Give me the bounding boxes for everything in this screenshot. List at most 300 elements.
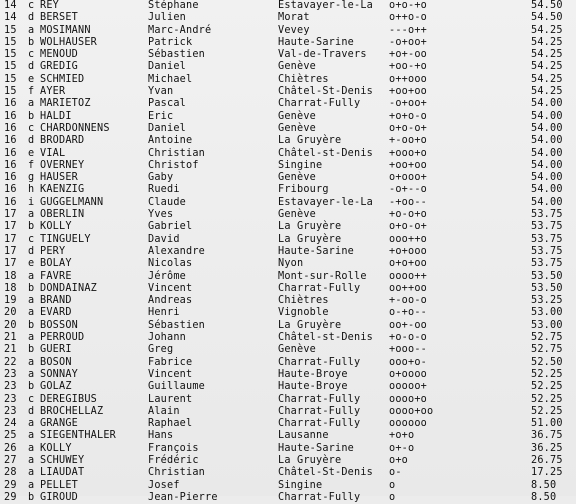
table-row xyxy=(0,492,576,504)
subrank-cell: a xyxy=(28,479,35,491)
score-cell: 54.00 xyxy=(531,135,563,147)
table-row xyxy=(0,209,576,221)
score-cell: 53.00 xyxy=(531,319,563,331)
club-cell: La Gruyère xyxy=(278,233,342,245)
table-row xyxy=(0,271,576,283)
surname-cell: BROCHELLAZ xyxy=(40,405,104,417)
firstname-cell: Johann xyxy=(148,332,187,344)
score-cell: 36.75 xyxy=(531,430,563,442)
score-cell: 54.00 xyxy=(531,196,563,208)
rank-cell: 23 xyxy=(4,393,17,405)
subrank-cell: b xyxy=(28,221,35,233)
club-cell: Charrat-Fully xyxy=(278,418,361,430)
firstname-cell: Christian xyxy=(148,147,206,159)
subrank-cell: d xyxy=(28,61,35,73)
surname-cell: BOSSON xyxy=(40,319,79,331)
score-cell: 54.00 xyxy=(531,110,563,122)
subrank-cell: b xyxy=(28,491,35,503)
score-cell: 53.75 xyxy=(531,258,563,270)
rank-cell: 27 xyxy=(4,454,17,466)
firstname-cell: Alain xyxy=(148,405,180,417)
score-cell: 53.75 xyxy=(531,233,563,245)
rank-cell: 20 xyxy=(4,307,17,319)
subrank-cell: f xyxy=(28,86,35,98)
table-row xyxy=(0,418,576,430)
rank-cell: 17 xyxy=(4,233,17,245)
marks-cell: ooooo+ xyxy=(389,381,428,393)
surname-cell: GREDIG xyxy=(40,61,79,73)
surname-cell: MARIETOZ xyxy=(40,98,91,110)
subrank-cell: b xyxy=(28,110,35,122)
table-row xyxy=(0,467,576,479)
subrank-cell: a xyxy=(28,307,35,319)
club-cell: Charrat-Fully xyxy=(278,98,361,110)
firstname-cell: Yves xyxy=(148,209,174,221)
surname-cell: EVARD xyxy=(40,307,72,319)
firstname-cell: Hans xyxy=(148,430,174,442)
subrank-cell: d xyxy=(28,12,35,24)
score-cell: 54.25 xyxy=(531,24,563,36)
score-cell: 54.50 xyxy=(531,0,563,11)
rank-cell: 16 xyxy=(4,196,17,208)
firstname-cell: Ruedi xyxy=(148,184,180,196)
rank-cell: 26 xyxy=(4,442,17,454)
surname-cell: BRODARD xyxy=(40,135,85,147)
firstname-cell: Sébastien xyxy=(148,319,206,331)
rank-cell: 23 xyxy=(4,381,17,393)
subrank-cell: g xyxy=(28,172,35,184)
subrank-cell: b xyxy=(28,344,35,356)
marks-cell: oooo+oo xyxy=(389,405,434,417)
subrank-cell: c xyxy=(28,233,35,245)
score-cell: 54.00 xyxy=(531,184,563,196)
table-row xyxy=(0,148,576,160)
marks-cell: +o+o xyxy=(389,430,415,442)
rank-cell: 17 xyxy=(4,258,17,270)
subrank-cell: a xyxy=(28,332,35,344)
surname-cell: BRAND xyxy=(40,295,72,307)
score-cell: 51.00 xyxy=(531,418,563,430)
surname-cell: PERROUD xyxy=(40,332,85,344)
table-row xyxy=(0,394,576,406)
table-row xyxy=(0,135,576,147)
subrank-cell: a xyxy=(28,418,35,430)
marks-cell: -o+oo+ xyxy=(389,36,428,48)
marks-cell: oo++oo xyxy=(389,282,428,294)
rank-cell: 20 xyxy=(4,319,17,331)
subrank-cell: a xyxy=(28,356,35,368)
score-cell: 52.50 xyxy=(531,356,563,368)
table-row xyxy=(0,221,576,233)
firstname-cell: Laurent xyxy=(148,393,193,405)
surname-cell: KOLLY xyxy=(40,442,72,454)
subrank-cell: b xyxy=(28,36,35,48)
club-cell: Haute-Sarine xyxy=(278,442,355,454)
table-row xyxy=(0,86,576,98)
subrank-cell: a xyxy=(28,98,35,110)
score-cell: 52.25 xyxy=(531,381,563,393)
marks-cell: +oo+oo xyxy=(389,159,428,171)
subrank-cell: e xyxy=(28,258,35,270)
marks-cell: o+oooo xyxy=(389,368,428,380)
marks-cell: oo+-oo xyxy=(389,319,428,331)
marks-cell: +oo+oo xyxy=(389,86,428,98)
surname-cell: GRANGE xyxy=(40,418,79,430)
marks-cell: o++ooo xyxy=(389,73,428,85)
marks-cell: o-+o-- xyxy=(389,307,428,319)
surname-cell: GUGGELMANN xyxy=(40,196,104,208)
table-row xyxy=(0,74,576,86)
table-row xyxy=(0,49,576,61)
firstname-cell: Daniel xyxy=(148,61,187,73)
rank-cell: 14 xyxy=(4,12,17,24)
rank-cell: 15 xyxy=(4,24,17,36)
firstname-cell: Alexandre xyxy=(148,245,206,257)
score-cell: 52.75 xyxy=(531,332,563,344)
surname-cell: DEREGIBUS xyxy=(40,393,98,405)
firstname-cell: Greg xyxy=(148,344,174,356)
table-row xyxy=(0,357,576,369)
club-cell: Charrat-Fully xyxy=(278,393,361,405)
rank-cell: 29 xyxy=(4,491,17,503)
firstname-cell: Gabriel xyxy=(148,221,193,233)
surname-cell: BOLAY xyxy=(40,258,72,270)
table-row xyxy=(0,98,576,110)
club-cell: Haute-Sarine xyxy=(278,245,355,257)
club-cell: Châtel-St-Denis xyxy=(278,86,374,98)
score-cell: 53.75 xyxy=(531,245,563,257)
marks-cell: o+o-+o xyxy=(389,0,428,11)
firstname-cell: Andreas xyxy=(148,295,193,307)
table-row xyxy=(0,246,576,258)
score-cell: 8.50 xyxy=(531,491,557,503)
rank-cell: 21 xyxy=(4,344,17,356)
subrank-cell: c xyxy=(28,49,35,61)
marks-cell: o xyxy=(389,479,396,491)
club-cell: Val-de-Travers xyxy=(278,49,367,61)
marks-cell: +ooo+o xyxy=(389,147,428,159)
club-cell: Mont-sur-Rolle xyxy=(278,270,367,282)
surname-cell: OVERNEY xyxy=(40,159,85,171)
surname-cell: GIROUD xyxy=(40,491,79,503)
marks-cell: +o+-oo xyxy=(389,49,428,61)
surname-cell: PERY xyxy=(40,245,66,257)
score-cell: 54.00 xyxy=(531,147,563,159)
club-cell: Genève xyxy=(278,344,317,356)
firstname-cell: Jean-Pierre xyxy=(148,491,218,503)
club-cell: Charrat-Fully xyxy=(278,405,361,417)
club-cell: Charrat-Fully xyxy=(278,491,361,503)
club-cell: Estavayer-le-La xyxy=(278,0,374,11)
club-cell: Singine xyxy=(278,159,323,171)
table-row xyxy=(0,184,576,196)
rank-cell: 15 xyxy=(4,86,17,98)
firstname-cell: Yvan xyxy=(148,86,174,98)
score-cell: 53.75 xyxy=(531,221,563,233)
table-row xyxy=(0,123,576,135)
score-cell: 53.25 xyxy=(531,295,563,307)
score-cell: 54.25 xyxy=(531,86,563,98)
firstname-cell: Vincent xyxy=(148,282,193,294)
table-row xyxy=(0,258,576,270)
marks-cell: o+o-o+ xyxy=(389,122,428,134)
rank-cell: 18 xyxy=(4,270,17,282)
surname-cell: SIEGENTHALER xyxy=(40,430,117,442)
marks-cell: oooo++ xyxy=(389,270,428,282)
subrank-cell: a xyxy=(28,430,35,442)
rank-cell: 15 xyxy=(4,61,17,73)
rank-cell: 16 xyxy=(4,172,17,184)
marks-cell: o- xyxy=(389,467,402,479)
firstname-cell: Marc-André xyxy=(148,24,212,36)
rank-cell: 16 xyxy=(4,98,17,110)
club-cell: Châtel-st-Denis xyxy=(278,147,374,159)
marks-cell: +o+o-o xyxy=(389,110,428,122)
rank-cell: 23 xyxy=(4,405,17,417)
marks-cell: o xyxy=(389,491,396,503)
table-row xyxy=(0,283,576,295)
marks-cell: o+o xyxy=(389,454,409,466)
score-cell: 53.50 xyxy=(531,282,563,294)
club-cell: Haute-Broye xyxy=(278,368,348,380)
surname-cell: AYER xyxy=(40,86,66,98)
score-cell: 17.25 xyxy=(531,467,563,479)
subrank-cell: i xyxy=(28,196,35,208)
marks-cell: o+ooo+ xyxy=(389,172,428,184)
rank-cell: 19 xyxy=(4,295,17,307)
score-cell: 52.75 xyxy=(531,344,563,356)
marks-cell: o+o-o+ xyxy=(389,221,428,233)
score-cell: 54.25 xyxy=(531,49,563,61)
surname-cell: TINGUELY xyxy=(40,233,91,245)
firstname-cell: Sébastien xyxy=(148,49,206,61)
rank-cell: 23 xyxy=(4,368,17,380)
rank-cell: 15 xyxy=(4,73,17,85)
table-row xyxy=(0,344,576,356)
marks-cell: o+o+oo xyxy=(389,258,428,270)
club-cell: Singine xyxy=(278,479,323,491)
surname-cell: FAVRE xyxy=(40,270,72,282)
subrank-cell: h xyxy=(28,184,35,196)
rank-cell: 16 xyxy=(4,122,17,134)
score-cell: 36.25 xyxy=(531,442,563,454)
surname-cell: REY xyxy=(40,0,60,11)
subrank-cell: c xyxy=(28,122,35,134)
firstname-cell: Gaby xyxy=(148,172,174,184)
score-cell: 8.50 xyxy=(531,479,557,491)
rank-cell: 15 xyxy=(4,49,17,61)
score-cell: 54.25 xyxy=(531,61,563,73)
marks-cell: oooooo xyxy=(389,418,428,430)
table-row xyxy=(0,111,576,123)
table-row xyxy=(0,320,576,332)
table-row xyxy=(0,332,576,344)
score-cell: 54.00 xyxy=(531,98,563,110)
club-cell: Genève xyxy=(278,172,317,184)
rank-cell: 17 xyxy=(4,221,17,233)
rank-cell: 16 xyxy=(4,184,17,196)
table-row xyxy=(0,12,576,24)
marks-cell: +ooo-- xyxy=(389,344,428,356)
club-cell: Charrat-Fully xyxy=(278,282,361,294)
club-cell: Charrat-Fully xyxy=(278,356,361,368)
subrank-cell: a xyxy=(28,24,35,36)
club-cell: Genève xyxy=(278,122,317,134)
surname-cell: MOSIMANN xyxy=(40,24,91,36)
marks-cell: +-oo-o xyxy=(389,295,428,307)
club-cell: Vignoble xyxy=(278,307,329,319)
score-cell: 54.00 xyxy=(531,122,563,134)
table-row xyxy=(0,443,576,455)
surname-cell: KAENZIG xyxy=(40,184,85,196)
rank-cell: 28 xyxy=(4,467,17,479)
score-cell: 53.75 xyxy=(531,209,563,221)
club-cell: Nyon xyxy=(278,258,304,270)
rank-cell: 17 xyxy=(4,245,17,257)
club-cell: Vevey xyxy=(278,24,310,36)
table-row xyxy=(0,197,576,209)
subrank-cell: c xyxy=(28,0,35,11)
marks-cell: -o+oo+ xyxy=(389,98,428,110)
marks-cell: +o+ooo xyxy=(389,245,428,257)
rank-cell: 17 xyxy=(4,209,17,221)
marks-cell: oooo+o xyxy=(389,393,428,405)
table-row xyxy=(0,37,576,49)
firstname-cell: Josef xyxy=(148,479,180,491)
marks-cell: o+-o xyxy=(389,442,415,454)
surname-cell: KOLLY xyxy=(40,221,72,233)
score-cell: 52.25 xyxy=(531,393,563,405)
subrank-cell: b xyxy=(28,381,35,393)
club-cell: Genève xyxy=(278,61,317,73)
subrank-cell: b xyxy=(28,282,35,294)
surname-cell: HAUSER xyxy=(40,172,79,184)
marks-cell: o++o-o xyxy=(389,12,428,24)
club-cell: La Gruyère xyxy=(278,221,342,233)
rank-cell: 16 xyxy=(4,147,17,159)
subrank-cell: a xyxy=(28,270,35,282)
rank-cell: 18 xyxy=(4,282,17,294)
club-cell: Estavayer-le-La xyxy=(278,196,374,208)
subrank-cell: c xyxy=(28,393,35,405)
score-cell: 54.50 xyxy=(531,12,563,24)
table-row xyxy=(0,234,576,246)
firstname-cell: Daniel xyxy=(148,122,187,134)
marks-cell: +o-o+o xyxy=(389,209,428,221)
table-row xyxy=(0,406,576,418)
rank-cell: 16 xyxy=(4,110,17,122)
surname-cell: DONDAINAZ xyxy=(40,282,98,294)
subrank-cell: a xyxy=(28,295,35,307)
rank-cell: 25 xyxy=(4,430,17,442)
club-cell: La Gruyère xyxy=(278,454,342,466)
subrank-cell: a xyxy=(28,368,35,380)
score-cell: 52.25 xyxy=(531,405,563,417)
rank-cell: 16 xyxy=(4,135,17,147)
subrank-cell: e xyxy=(28,73,35,85)
subrank-cell: d xyxy=(28,405,35,417)
surname-cell: WOLHAUSER xyxy=(40,36,98,48)
table-row xyxy=(0,307,576,319)
firstname-cell: David xyxy=(148,233,180,245)
surname-cell: GOLAZ xyxy=(40,381,72,393)
firstname-cell: Claude xyxy=(148,196,187,208)
firstname-cell: Antoine xyxy=(148,135,193,147)
firstname-cell: Frédéric xyxy=(148,454,199,466)
table-row xyxy=(0,381,576,393)
score-cell: 53.50 xyxy=(531,270,563,282)
club-cell: La Gruyère xyxy=(278,319,342,331)
marks-cell: ---o++ xyxy=(389,24,428,36)
subrank-cell: a xyxy=(28,209,35,221)
club-cell: Genève xyxy=(278,209,317,221)
table-row xyxy=(0,369,576,381)
table-row xyxy=(0,160,576,172)
table-row xyxy=(0,61,576,73)
surname-cell: SCHMIED xyxy=(40,73,85,85)
score-cell: 54.25 xyxy=(531,36,563,48)
subrank-cell: a xyxy=(28,454,35,466)
rank-cell: 16 xyxy=(4,159,17,171)
marks-cell: +oo-+o xyxy=(389,61,428,73)
club-cell: Haute-Broye xyxy=(278,381,348,393)
surname-cell: SONNAY xyxy=(40,368,79,380)
surname-cell: LIAUDAT xyxy=(40,467,85,479)
firstname-cell: Michael xyxy=(148,73,193,85)
club-cell: La Gruyère xyxy=(278,135,342,147)
table-row xyxy=(0,172,576,184)
club-cell: Chiètres xyxy=(278,295,329,307)
firstname-cell: Stéphane xyxy=(148,0,199,11)
table-row xyxy=(0,295,576,307)
rank-cell: 24 xyxy=(4,418,17,430)
score-cell: 54.00 xyxy=(531,159,563,171)
marks-cell: ooo+o- xyxy=(389,356,428,368)
firstname-cell: Jérôme xyxy=(148,270,187,282)
surname-cell: HALDI xyxy=(40,110,72,122)
rank-cell: 22 xyxy=(4,356,17,368)
firstname-cell: Julien xyxy=(148,12,187,24)
firstname-cell: Pascal xyxy=(148,98,187,110)
firstname-cell: Christian xyxy=(148,467,206,479)
surname-cell: MENOUD xyxy=(40,49,79,61)
score-cell: 52.25 xyxy=(531,368,563,380)
firstname-cell: Eric xyxy=(148,110,174,122)
rank-cell: 14 xyxy=(4,0,17,11)
firstname-cell: Henri xyxy=(148,307,180,319)
score-cell: 54.00 xyxy=(531,172,563,184)
subrank-cell: d xyxy=(28,245,35,257)
club-cell: Châtel-st-Denis xyxy=(278,332,374,344)
surname-cell: PELLET xyxy=(40,479,79,491)
surname-cell: GUERI xyxy=(40,344,72,356)
marks-cell: -+oo-- xyxy=(389,196,428,208)
firstname-cell: François xyxy=(148,442,199,454)
table-row xyxy=(0,0,576,12)
surname-cell: SCHUWEY xyxy=(40,454,85,466)
marks-cell: +o-o-o xyxy=(389,332,428,344)
firstname-cell: Fabrice xyxy=(148,356,193,368)
club-cell: Châtel-St-Denis xyxy=(278,467,374,479)
club-cell: Haute-Sarine xyxy=(278,36,355,48)
club-cell: Lausanne xyxy=(278,430,329,442)
firstname-cell: Raphael xyxy=(148,418,193,430)
firstname-cell: Nicolas xyxy=(148,258,193,270)
subrank-cell: a xyxy=(28,467,35,479)
surname-cell: BERSET xyxy=(40,12,79,24)
club-cell: Fribourg xyxy=(278,184,329,196)
subrank-cell: a xyxy=(28,442,35,454)
